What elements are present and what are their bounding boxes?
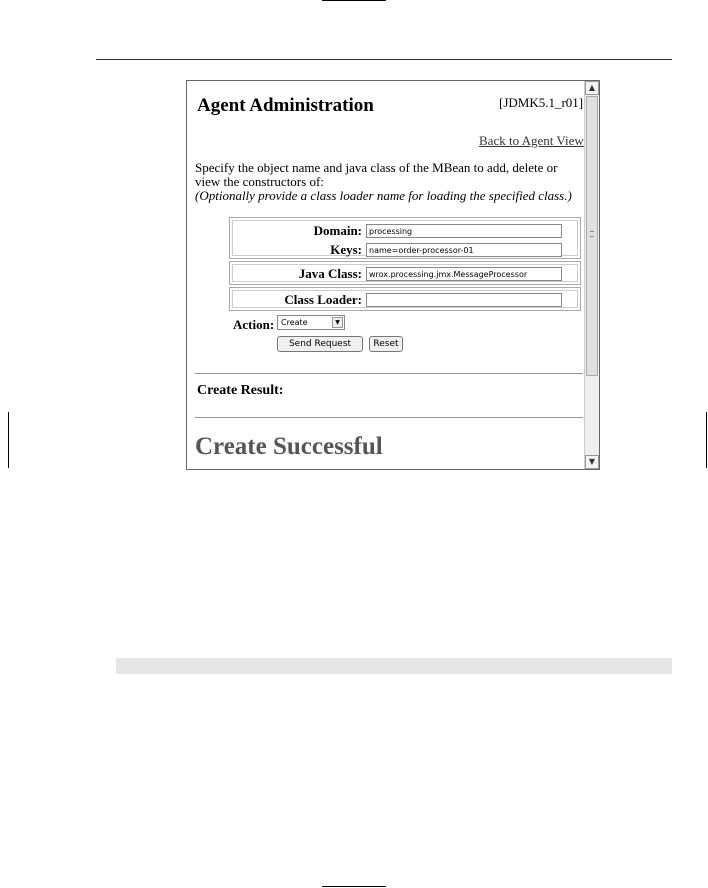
page-title: Agent Administration — [197, 95, 374, 116]
keys-input[interactable]: name=order-processor-01 — [366, 243, 562, 257]
result-label: Create Result: — [197, 383, 284, 398]
action-label: Action: — [233, 317, 275, 332]
browser-window — [186, 80, 600, 470]
class-loader-input[interactable] — [366, 293, 562, 307]
java-class-label: Java Class: — [298, 266, 362, 281]
page-bottom-mark — [322, 886, 386, 887]
result-message: Create Successful — [195, 433, 383, 460]
java-class-input[interactable]: wrox.processing.jmx.MessageProcessor — [366, 267, 562, 281]
class-loader-label: Class Loader: — [284, 292, 362, 307]
grip-icon — [590, 231, 594, 237]
version-label: [JDMK5.1_r01] — [499, 95, 584, 110]
page-top-mark — [322, 0, 386, 1]
send-request-button[interactable]: Send Request — [277, 336, 363, 352]
page-header-rule — [96, 59, 672, 60]
class-loader-note: (Optionally provide a class loader name for loading the specified class.) — [195, 188, 572, 203]
reset-button[interactable]: Reset — [369, 336, 403, 352]
java-class-box — [229, 261, 581, 285]
domain-input[interactable]: processing — [366, 224, 562, 238]
chevron-down-icon[interactable]: ▼ — [585, 455, 599, 469]
keys-label: Keys: — [330, 242, 362, 257]
divider — [195, 417, 583, 418]
gray-bar — [116, 658, 672, 674]
class-loader-box — [229, 287, 581, 311]
left-margin-mark — [8, 412, 9, 468]
vertical-scrollbar[interactable] — [584, 81, 599, 469]
action-select[interactable] — [277, 315, 345, 330]
page-content — [187, 81, 585, 470]
divider — [195, 373, 583, 374]
chevron-up-icon[interactable]: ▲ — [585, 81, 599, 95]
object-name-box — [229, 217, 581, 259]
description-text: Specify the object name and java class of the MBean to add, delete or view the constructors of: — [195, 160, 558, 189]
domain-label: Domain: — [313, 223, 362, 238]
chevron-down-icon[interactable]: ▼ — [332, 317, 343, 328]
description — [195, 161, 581, 203]
scrollbar-thumb[interactable] — [586, 96, 598, 376]
back-to-agent-view-link[interactable]: Back to Agent View — [479, 133, 584, 148]
right-margin-mark — [706, 412, 707, 468]
action-select-value: Create — [281, 318, 308, 327]
